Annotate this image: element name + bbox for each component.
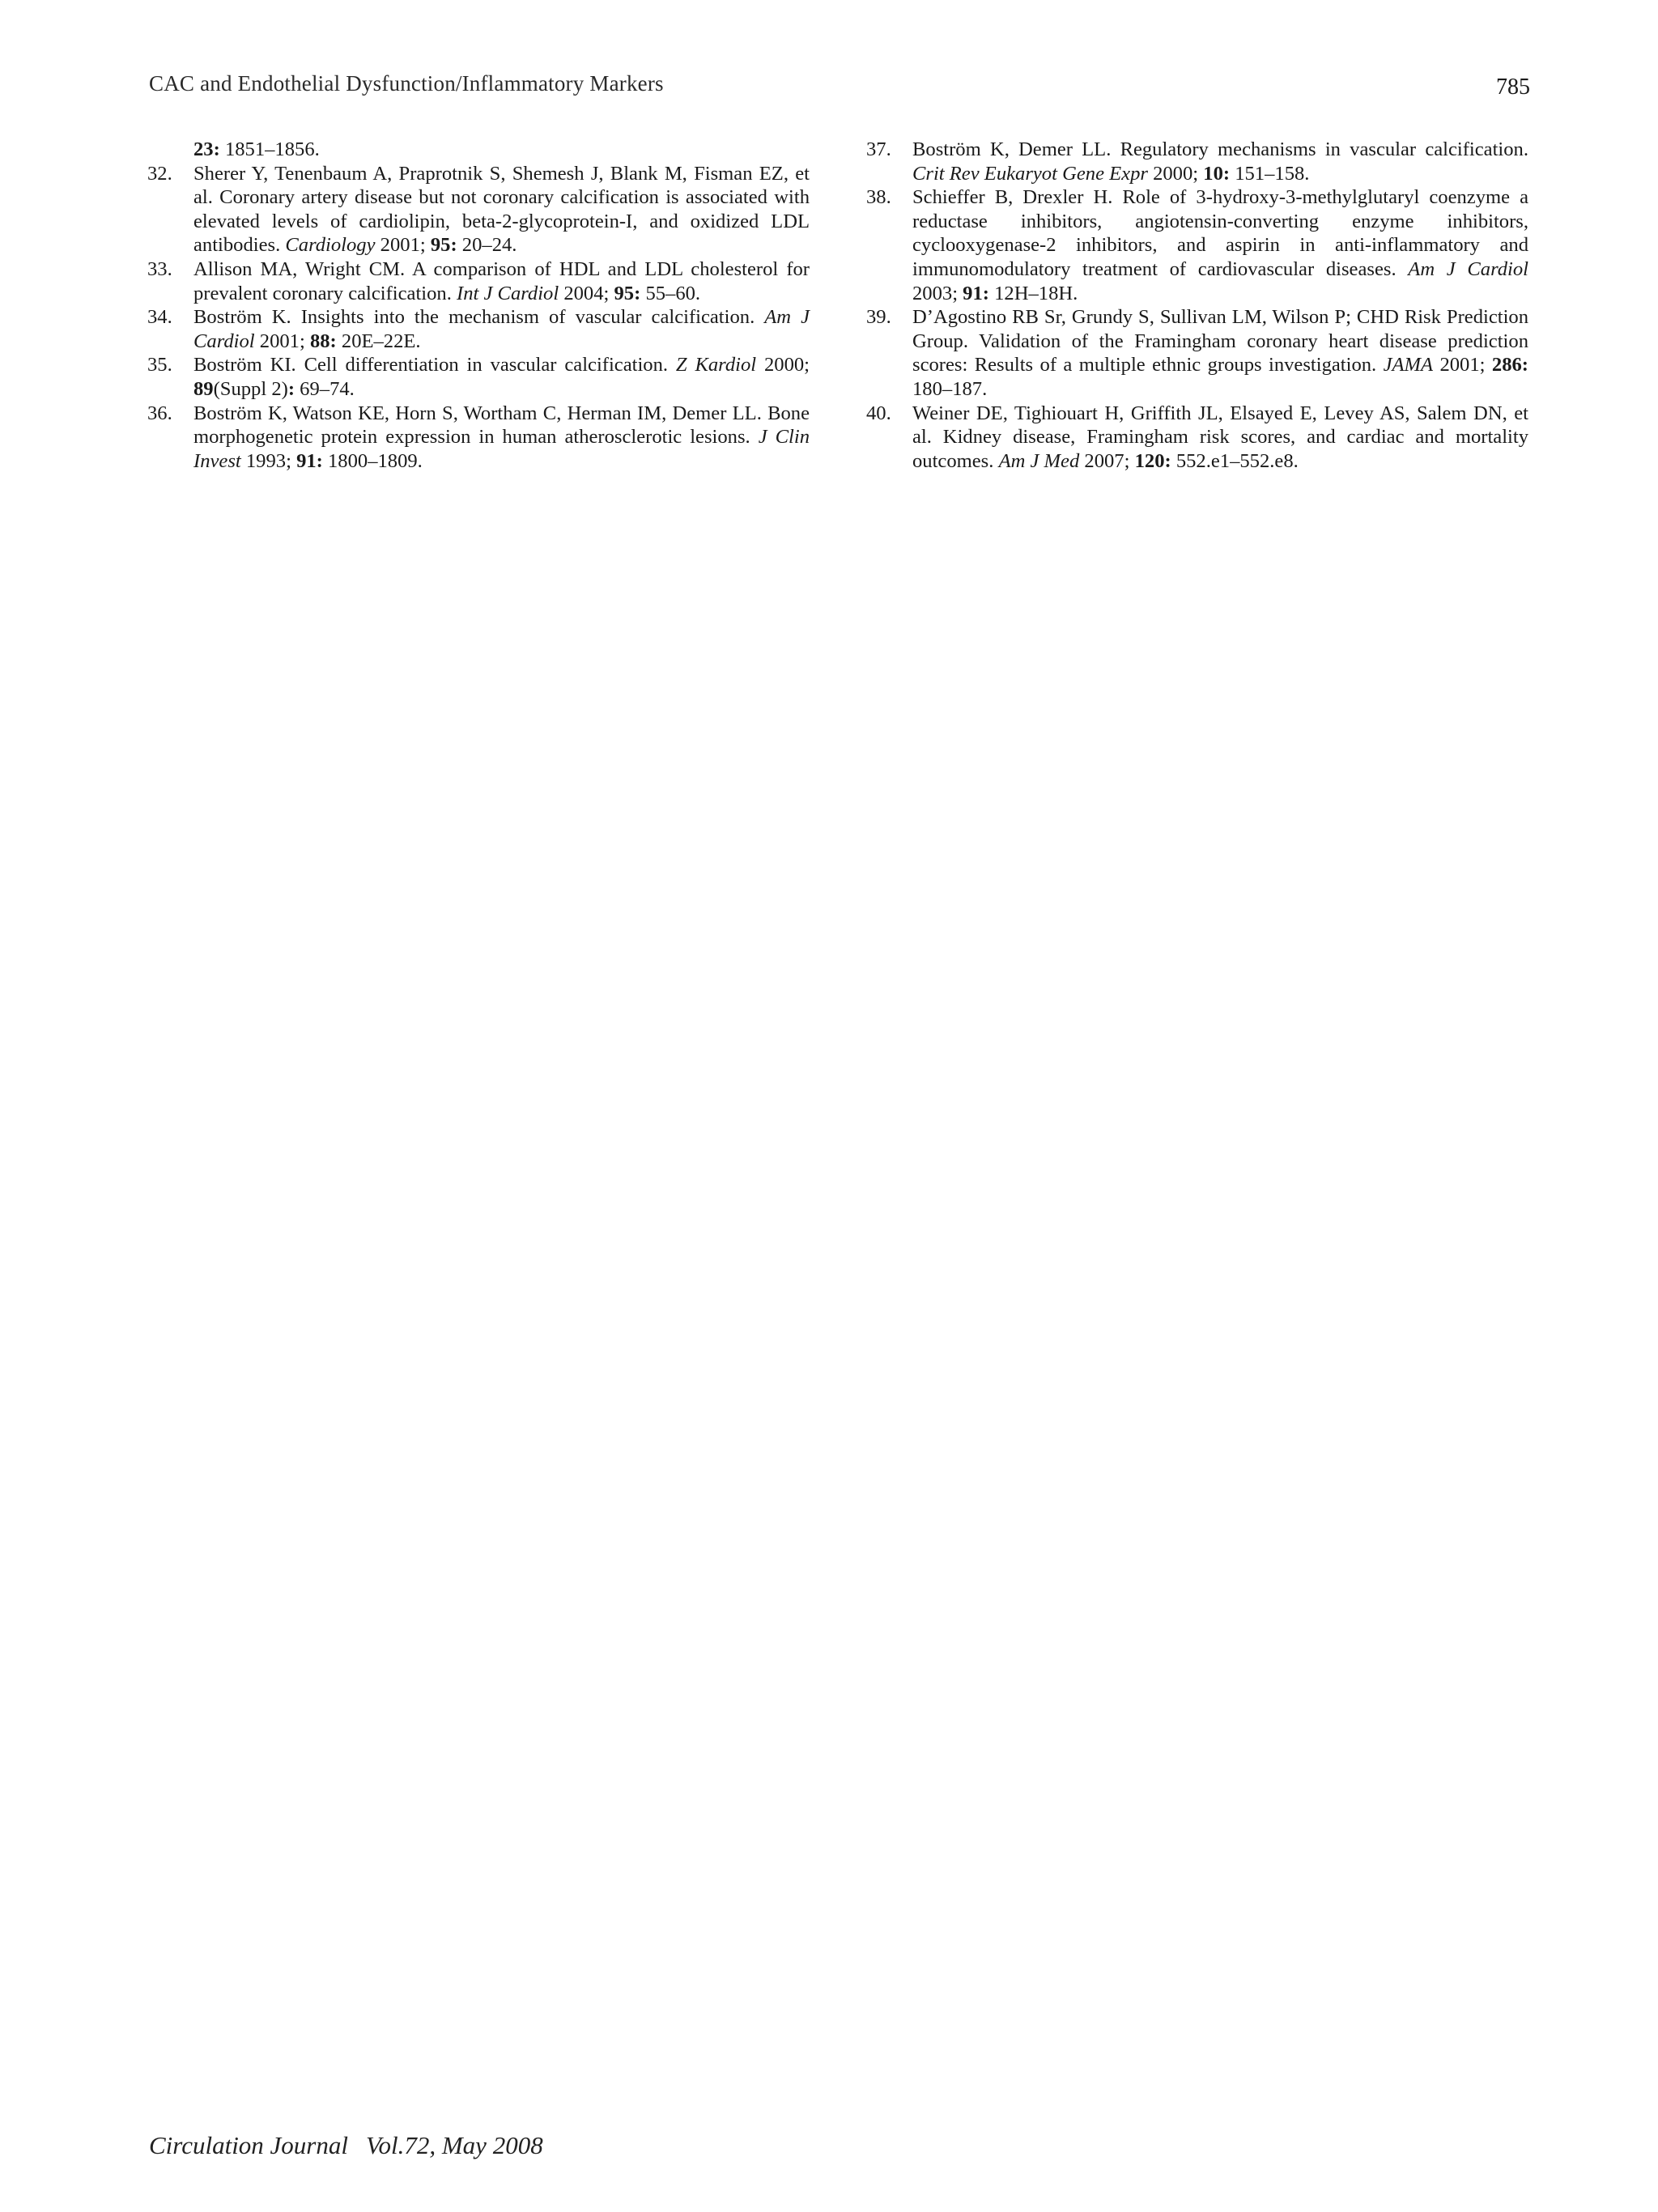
reference-number: 32. — [147, 162, 172, 185]
reference-number: 34. — [147, 306, 172, 329]
reference-year: 2007; — [1079, 449, 1135, 472]
reference-36 — [147, 402, 810, 474]
page-number: 785 — [1496, 74, 1530, 100]
reference-journal: Am J Cardiol — [193, 306, 810, 352]
reference-number: 38. — [866, 186, 891, 209]
reference-year: 2000; — [756, 354, 810, 376]
reference-number: 40. — [866, 402, 891, 424]
reference-colon: : — [287, 377, 295, 400]
reference-pages: 20E–22E. — [336, 330, 421, 352]
reference-volume: 23: — [193, 138, 220, 160]
reference-text: Boström K, Demer LL. Regulatory mechanisms in vascular calcification. — [912, 138, 1528, 160]
reference-text: D’Agostino RB Sr, Grundy S, Sullivan LM, Wilson P; CHD Risk Prediction Group. Validation of the Framingham coronary heart disease prediction scores: Results of a multiple ethnic groups investigation. — [912, 306, 1528, 376]
references-right-column — [866, 138, 1528, 473]
reference-40 — [866, 402, 1528, 474]
reference-number: 35. — [147, 354, 172, 376]
reference-31-continuation — [147, 138, 810, 162]
reference-pages: 180–187. — [912, 377, 988, 400]
reference-year: 1993; — [240, 449, 297, 472]
reference-pages: 552.e1–552.e8. — [1171, 449, 1299, 472]
reference-37 — [866, 138, 1528, 185]
reference-text: Boström K, Watson KE, Horn S, Wortham C, Herman IM, Demer LL. Bone morphogenetic protein expression in human atherosclerotic lesions. — [193, 402, 810, 449]
running-head: CAC and Endothelial Dysfunction/Inflammatory Markers — [149, 71, 664, 96]
reference-number: 33. — [147, 257, 172, 280]
reference-text: Boström K. Insights into the mechanism of vascular calcification. — [193, 306, 765, 329]
reference-32 — [147, 162, 810, 257]
reference-pages: 12H–18H. — [988, 282, 1078, 304]
reference-year: 2000; — [1147, 162, 1204, 185]
references-left-column — [147, 138, 810, 473]
reference-journal: Am J Cardiol — [1408, 257, 1528, 280]
reference-volume: 91: — [296, 449, 323, 472]
reference-journal: JAMA — [1383, 354, 1434, 376]
reference-journal: Crit Rev Eukaryot Gene Expr — [912, 162, 1148, 185]
reference-volume: 286: — [1491, 354, 1528, 376]
reference-number: 37. — [866, 138, 891, 160]
reference-volume: 10: — [1203, 162, 1231, 185]
reference-supplement: (Suppl 2) — [213, 377, 288, 400]
reference-journal: Int J Cardiol — [457, 282, 559, 304]
reference-33 — [147, 257, 810, 305]
reference-38 — [866, 185, 1528, 305]
reference-year: 2004; — [559, 282, 614, 304]
reference-volume: 91: — [963, 282, 989, 304]
reference-pages: 55–60. — [640, 282, 701, 304]
reference-number: 39. — [866, 306, 891, 329]
reference-pages: 20–24. — [457, 234, 517, 257]
journal-footer — [149, 2131, 543, 2160]
reference-pages: 1800–1809. — [322, 449, 423, 472]
reference-year: 2001; — [254, 330, 310, 352]
reference-39 — [866, 305, 1528, 401]
reference-text: Allison MA, Wright CM. A comparison of HDL and LDL cholesterol for prevalent coronary calcification. — [193, 257, 810, 304]
footer-volume: Vol.72, May 2008 — [366, 2131, 543, 2159]
reference-pages: 1851–1856. — [219, 138, 320, 160]
reference-journal: Z Kardiol — [675, 354, 757, 376]
reference-text: Weiner DE, Tighiouart H, Griffith JL, Elsayed E, Levey AS, Salem DN, et al. Kidney disease, Framingham risk scores, and cardiac and mortality outcomes. — [912, 402, 1528, 472]
reference-year: 2003; — [912, 282, 963, 304]
reference-34 — [147, 305, 810, 353]
reference-volume: 95: — [614, 282, 641, 304]
reference-volume: 95: — [430, 234, 457, 257]
reference-year: 2001; — [375, 234, 431, 257]
reference-text: Boström KI. Cell differentiation in vascular calcification. — [193, 354, 676, 376]
reference-journal: J Clin Invest — [193, 426, 810, 472]
reference-number: 36. — [147, 402, 172, 424]
reference-journal: Am J Med — [998, 449, 1080, 472]
reference-volume: 120: — [1134, 449, 1171, 472]
reference-volume: 89 — [193, 377, 214, 400]
reference-pages: 69–74. — [295, 377, 355, 400]
reference-35 — [147, 353, 810, 401]
reference-journal: Cardiology — [285, 234, 376, 257]
reference-pages: 151–158. — [1230, 162, 1310, 185]
reference-volume: 88: — [309, 330, 337, 352]
footer-journal-name: Circulation Journal — [149, 2131, 348, 2159]
reference-text: Sherer Y, Tenenbaum A, Praprotnik S, Shemesh J, Blank M, Fisman EZ, et al. Coronary artery disease but not coronary calcification is associated with elevated levels of cardiolipin, beta-2-glycoprotein-I, and oxidized LDL antibodies. — [193, 162, 810, 257]
reference-text: Schieffer B, Drexler H. Role of 3-hydroxy-3-methylglutaryl coenzyme a reductase inhibitors, angiotensin-converting enzyme inhibitors, cyclooxygenase-2 inhibitors, and aspirin in anti-inflammatory and immunomodulatory treatment of cardiovascular diseases. — [912, 186, 1528, 280]
reference-year: 2001; — [1433, 354, 1492, 376]
